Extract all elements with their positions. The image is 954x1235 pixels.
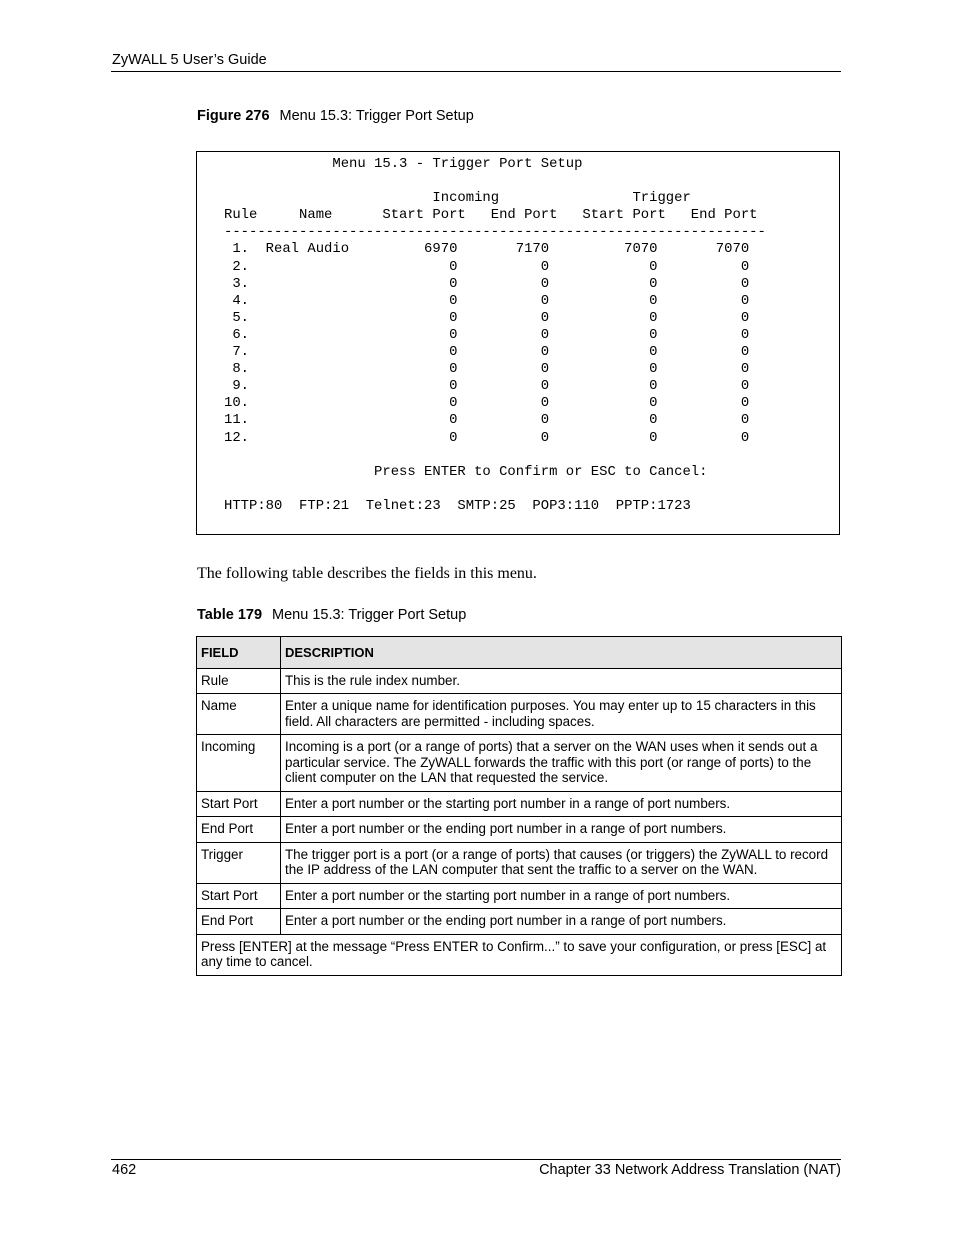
figure-title: Menu 15.3: Trigger Port Setup <box>279 108 474 124</box>
terminal-text: Menu 15.3 - Trigger Port Setup Incoming Trigger Rule Name Start Port End Port Start Port End Port ----------------------------------------------------------------- 1. Real Audio 6970 7170 7070 7070 2. 0 0 0 0 3. 0 0 0 0 4. 0 0 0 0 5. 0 0 0 0 6. 0 0 0 0 7. 0 0 0 0 8. 0 0 0 0 9. 0 0 0 0 10. 0 0 0 0 11. 0 0 0 0 12. 0 0 0 0 Press ENTER to Confirm or ESC to Cancel: HTTP:80 FTP:21 Telnet:23 SMTP:25 POP3:110 PPTP:1723 <box>224 156 766 514</box>
table-footnote-row <box>197 934 842 975</box>
field-cell: Start Port <box>197 883 281 909</box>
description-cell: The trigger port is a port (or a range of ports) that causes (or triggers) the ZyWALL to record the IP address of the LAN computer that sent the traffic to a server on the WAN. <box>281 842 842 883</box>
table-header-row <box>197 637 842 669</box>
table-row <box>197 694 842 735</box>
figure-label: Figure 276 <box>197 108 270 124</box>
intro-paragraph: The following table describes the fields in this menu. <box>197 565 537 582</box>
footer-divider <box>111 1159 841 1160</box>
table-footnote: Press [ENTER] at the message “Press ENTER to Confirm...” to save your configuration, or press [ESC] at any time to cancel. <box>197 934 842 975</box>
description-cell: Enter a unique name for identification purposes. You may enter up to 15 characters in this field. All characters are permitted - including spaces. <box>281 694 842 735</box>
field-cell: Name <box>197 694 281 735</box>
description-cell: Enter a port number or the starting port number in a range of port numbers. <box>281 883 842 909</box>
table-row <box>197 817 842 843</box>
terminal-screen <box>196 151 840 535</box>
field-cell: Trigger <box>197 842 281 883</box>
description-cell: Incoming is a port (or a range of ports) that a server on the WAN uses when it sends out a particular service. The ZyWALL forwards the traffic with this port (or range of ports) to the client computer on the LAN that requested the service. <box>281 735 842 792</box>
table-row <box>197 668 842 694</box>
column-header-field: FIELD <box>197 637 281 669</box>
figure-caption <box>197 108 474 124</box>
field-cell: Rule <box>197 668 281 694</box>
table-row <box>197 842 842 883</box>
description-cell: Enter a port number or the starting port number in a range of port numbers. <box>281 791 842 817</box>
chapter-title: Chapter 33 Network Address Translation (NAT) <box>539 1162 841 1178</box>
table-row <box>197 735 842 792</box>
table-label: Table 179 <box>197 607 263 623</box>
description-cell: This is the rule index number. <box>281 668 842 694</box>
field-cell: Start Port <box>197 791 281 817</box>
table-caption <box>197 607 466 623</box>
table-row <box>197 909 842 935</box>
field-description-table <box>196 636 842 976</box>
page-number: 462 <box>112 1162 137 1178</box>
field-cell: End Port <box>197 909 281 935</box>
table-row <box>197 791 842 817</box>
table-row <box>197 883 842 909</box>
running-header: ZyWALL 5 User’s Guide <box>112 52 267 68</box>
description-cell: Enter a port number or the ending port number in a range of port numbers. <box>281 817 842 843</box>
column-header-description: DESCRIPTION <box>281 637 842 669</box>
table-title: Menu 15.3: Trigger Port Setup <box>272 607 467 623</box>
field-cell: End Port <box>197 817 281 843</box>
description-cell: Enter a port number or the ending port number in a range of port numbers. <box>281 909 842 935</box>
header-divider <box>111 71 841 72</box>
field-cell: Incoming <box>197 735 281 792</box>
